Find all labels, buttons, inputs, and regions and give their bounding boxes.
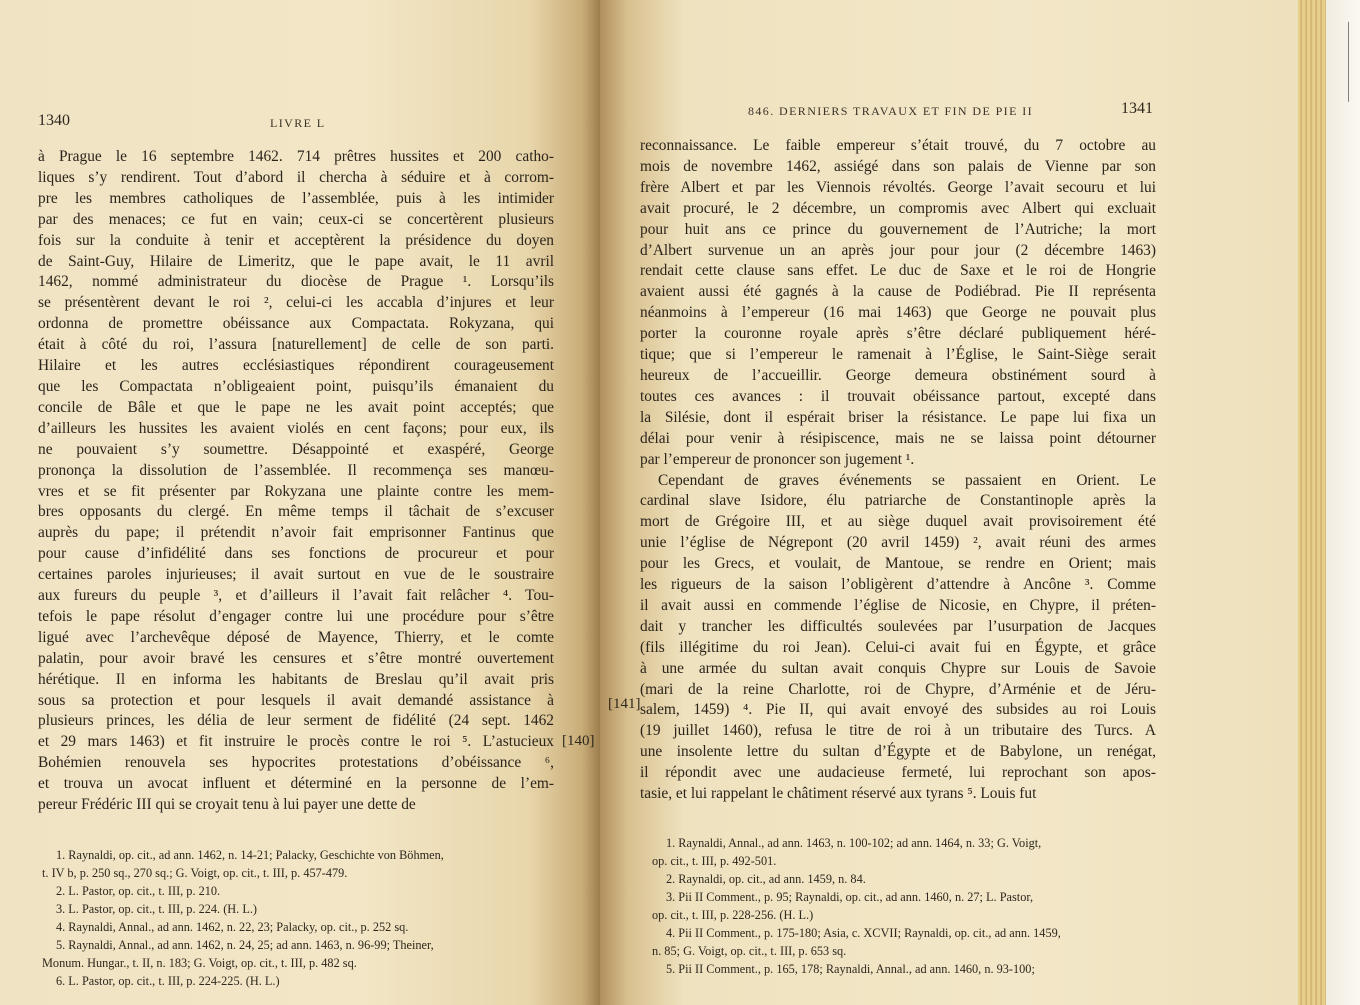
text-line: les rigueurs de la saison l’obligèrent d’attendre à Ancône ³. Comme (640, 576, 1156, 594)
text-line: (fils illégitime du roi Jean). Celui-ci avait fui en Égypte, et grâce (640, 638, 1156, 656)
text-line: auprès du pape; il prétendit n’avoir fait emprisonner Fantinus que (38, 524, 554, 542)
footnote-line: n. 85; G. Voigt, op. cit., t. III, p. 653 sq. (652, 944, 847, 958)
text-line: et trouva un avocat influent et déterminé en la personne de l’em- (38, 775, 554, 793)
text-line: sous sa protection et pour lesquels il avait demandé assistance à (38, 691, 554, 709)
footnote-line: 2. L. Pastor, op. cit., t. III, p. 210. (56, 884, 221, 898)
text-line: heureux de l’accueillir. George demeura obstinément sourd à (640, 366, 1156, 384)
text-line: se présentèrent devant le roi ², celui-ci les accabla d’injures et leur (38, 294, 554, 312)
text-line: aux fureurs du peuple ³, et d’ailleurs il l’avait fait relâcher ⁴. Tou- (38, 587, 554, 605)
text-line: plusieurs princes, les délia de leur serment de fidélité (24 sept. 1462 (38, 712, 554, 730)
text-line: à une armée du sultan avait conquis Chypre sur Louis de Savoie (640, 659, 1156, 677)
footnote-line: 1. Raynaldi, op. cit., ad ann. 1462, n. 14-21; Palacky, Geschichte von Böhmen, (56, 848, 444, 862)
text-line: ne pouvaient s’y soumettre. Désappointé et exaspéré, George (38, 440, 554, 458)
left-body-text (38, 147, 554, 816)
text-line: Cependant de graves événements se passaient en Orient. Le (658, 471, 1156, 489)
text-line: liques s’y rendirent. Tout d’abord il chercha à séduire et à corrom- (38, 168, 554, 186)
text-line: palatin, pour avoir bravé les censures et s’être montré ouvertement (38, 649, 554, 667)
page-edges (1298, 0, 1360, 1005)
text-line: que les Compactata n’obligeaient point, puisqu’ils émanaient du (38, 377, 554, 395)
text-line: tefois le pape résolut d’engager contre lui une procédure pour s’être (38, 607, 554, 625)
right-footnotes (652, 834, 1156, 978)
footnote-line: 1. Raynaldi, Annal., ad ann. 1463, n. 100-102; ad ann. 1464, n. 33; G. Voigt, (666, 836, 1042, 850)
text-line: tique; que si l’empereur le ramenait à l’Église, le Saint-Siège serait (640, 346, 1156, 364)
text-line: pereur Frédéric III qui se croyait tenu à lui payer une dette de (38, 796, 416, 814)
text-line: à Prague le 16 septembre 1462. 714 prêtres hussites et 200 catho- (38, 148, 554, 165)
footnote-line: 4. Pii II Comment., p. 175-180; Asia, c. XCVII; Raynaldi, op. cit., ad ann. 1459, (666, 926, 1061, 940)
text-line: vres et se fit présenter par Rokyzana une plainte contre les mem- (38, 482, 554, 500)
text-line: certaines paroles injurieuses; il avait surtout en vue de le soustraire (38, 566, 554, 584)
left-page (0, 0, 600, 1005)
footnote-line: 4. Raynaldi, Annal., ad ann. 1462, n. 22, 23; Palacky, op. cit., p. 252 sq. (56, 920, 409, 934)
text-line: porter la couronne royale après s’être déclaré publiquement héré- (640, 325, 1156, 343)
text-line: mois de novembre 1462, assiégé dans son palais de Vienne par son (640, 157, 1156, 175)
footnote-line: 6. L. Pastor, op. cit., t. III, p. 224-225. (H. L.) (56, 974, 280, 988)
text-line: pre les membres catholiques de l’assemblée, puis à les intimider (38, 189, 554, 207)
text-line: et 29 mars 1463) et fit instruire le procès contre le roi ⁵. L’astucieux (38, 733, 554, 751)
text-line: frère Albert et par les Viennois révoltés. George l’avait secouru et lui (640, 178, 1156, 196)
pencil-mark-icon (1348, 18, 1359, 102)
left-footnotes (42, 846, 558, 990)
text-line: d’ailleurs les hussites les avaient violés en cent façons; pour eux, ils (38, 419, 554, 437)
right-body-text (640, 136, 1156, 805)
footnote-line: 3. L. Pastor, op. cit., t. III, p. 224. (H. L.) (56, 902, 258, 916)
text-line: avait procuré, le 2 décembre, un compromis avec Albert qui excluait (640, 199, 1156, 217)
text-line: rendait cette clause sans effet. Le duc de Saxe et le roi de Hongrie (640, 262, 1156, 280)
text-line: avaient aussi été gagnés à la cause de Podiébrad. Pie II représenta (640, 283, 1156, 301)
text-line: il avait aussi en commende l’église de Nicosie, en Chypre, il préten- (640, 596, 1156, 614)
text-line: fois sur la conduite à tenir et acceptèrent la présidence du doyen (38, 231, 554, 249)
right-page (600, 0, 1300, 1005)
text-line: bres opposants du clergé. En même temps il tâchait de s’excuser (38, 503, 554, 521)
footnote-line: t. IV b, p. 250 sq., 270 sq.; G. Voigt, op. cit., t. III, p. 457-479. (42, 866, 348, 880)
text-line: il répondit avec une audacieuse fermeté, lui reprochant son apos- (640, 764, 1156, 782)
footnote-line: op. cit., t. III, p. 228-256. (H. L.) (652, 908, 814, 922)
footnote-line: 5. Raynaldi, Annal., ad ann. 1462, n. 24, 25; ad ann. 1463, n. 96-99; Theiner, (56, 938, 434, 952)
text-line: une insolente lettre du sultan d’Égypte et de Babylone, un renégat, (640, 743, 1156, 761)
footnote-line: 3. Pii II Comment., p. 95; Raynaldi, op. cit., ad ann. 1460, n. 27; L. Pastor, (666, 890, 1034, 904)
text-line: d’Albert survenue un an après jour pour jour (2 décembre 1463) (640, 241, 1156, 259)
text-line: néanmoins à l’empereur (16 mai 1463) que George ne pouvait plus (640, 304, 1156, 322)
text-line: hérétique. Il en informa les habitants de Breslau qu’il avait pris (38, 670, 554, 688)
text-line: (19 juillet 1460), refusa le titre de roi à un tributaire des Turcs. A (640, 722, 1156, 740)
text-line: ordonna de promettre obéissance aux Compactata. Rokyzana, qui (38, 315, 554, 333)
left-margin-reference: [140] (562, 733, 595, 749)
right-folio: 1341 (1121, 100, 1153, 117)
text-line: tasie, et lui rappelant le châtiment réservé aux tyrans ⁵. Louis fut (640, 785, 1037, 803)
text-line: était à côté du roi, l’assura [naturellement] de celle de son parti. (38, 336, 554, 354)
text-line: 1462, nommé administrateur du diocèse de Prague ¹. Lorsqu’ils (38, 273, 554, 291)
footnote-line: 2. Raynaldi, op. cit., ad ann. 1459, n. 84. (666, 872, 866, 886)
text-line: salem, 1459) ⁴. Pie II, qui avait envoyé des subsides au roi Louis (640, 701, 1156, 719)
right-margin-reference: [141] (608, 696, 641, 712)
text-line: délai pour venir à résipiscence, mais ne se laissa point détourner (640, 429, 1156, 447)
text-line: la Silésie, dont il espérait briser la résistance. Le pape lui fixa un (640, 408, 1156, 426)
text-line: reconnaissance. Le faible empereur s’était trouvé, du 7 octobre au (640, 137, 1156, 154)
text-line: dait y trancher les difficultés soulevées par l’usurpation de Jacques (640, 617, 1156, 635)
text-line: pour cause d’infidélité dans ses fonctions de procureur et pour (38, 545, 554, 563)
text-line: ligué avec l’archevêque déposé de Mayence, Thierry, et le comte (38, 628, 554, 646)
next-page-strip (1326, 0, 1360, 1005)
text-line: par des menaces; ce fut en vain; ceux-ci se concertèrent plusieurs (38, 210, 554, 228)
left-running-head: LIVRE L (270, 116, 326, 130)
text-line: pour les Grecs, et voulait, de Mantoue, se rendre en Orient; mais (640, 555, 1156, 573)
text-line: concile de Bâle et que le pape ne les avait point acceptés; que (38, 398, 554, 416)
right-running-head: 846. DERNIERS TRAVAUX ET FIN DE PIE II (748, 104, 1033, 118)
text-line: mort de Grégoire III, et au siège duquel avait provisoirement été (640, 513, 1156, 531)
text-line: prononça la dissolution de l’assemblée. Il recommença ses manœu- (38, 461, 554, 479)
footnote-line: 5. Pii II Comment., p. 165, 178; Raynaldi, Annal., ad ann. 1460, n. 93-100; (666, 962, 1035, 976)
text-line: de Saint-Guy, Hilaire de Limeritz, que le pape avait, le 11 avril (38, 252, 554, 270)
footnote-line: op. cit., t. III, p. 492-501. (652, 854, 777, 868)
text-line: toutes ces avances : il trouvait obéissance partout, excepté dans (640, 387, 1156, 405)
text-line: Hilaire et les autres ecclésiastiques répondirent courageusement (38, 357, 554, 375)
left-folio: 1340 (38, 112, 70, 129)
text-line: par l’empereur de prononcer son jugement ¹. (640, 450, 915, 468)
text-line: Bohémien renouvela ses hypocrites protestations d’obéissance ⁶, (38, 754, 554, 772)
text-line: pour huit ans ce prince du gouvernement de l’Autriche; la mort (640, 220, 1156, 238)
text-line: (mari de la reine Charlotte, roi de Chypre, d’Arménie et de Jéru- (640, 680, 1156, 698)
text-line: cardinal slave Isidore, élu patriarche de Constantinople après la (640, 492, 1156, 510)
footnote-line: Monum. Hungar., t. II, n. 183; G. Voigt, op. cit., t. III, p. 482 sq. (42, 956, 357, 970)
text-line: unie l’église de Négrepont (20 avril 1459) ², avait réuni des armes (640, 534, 1156, 552)
